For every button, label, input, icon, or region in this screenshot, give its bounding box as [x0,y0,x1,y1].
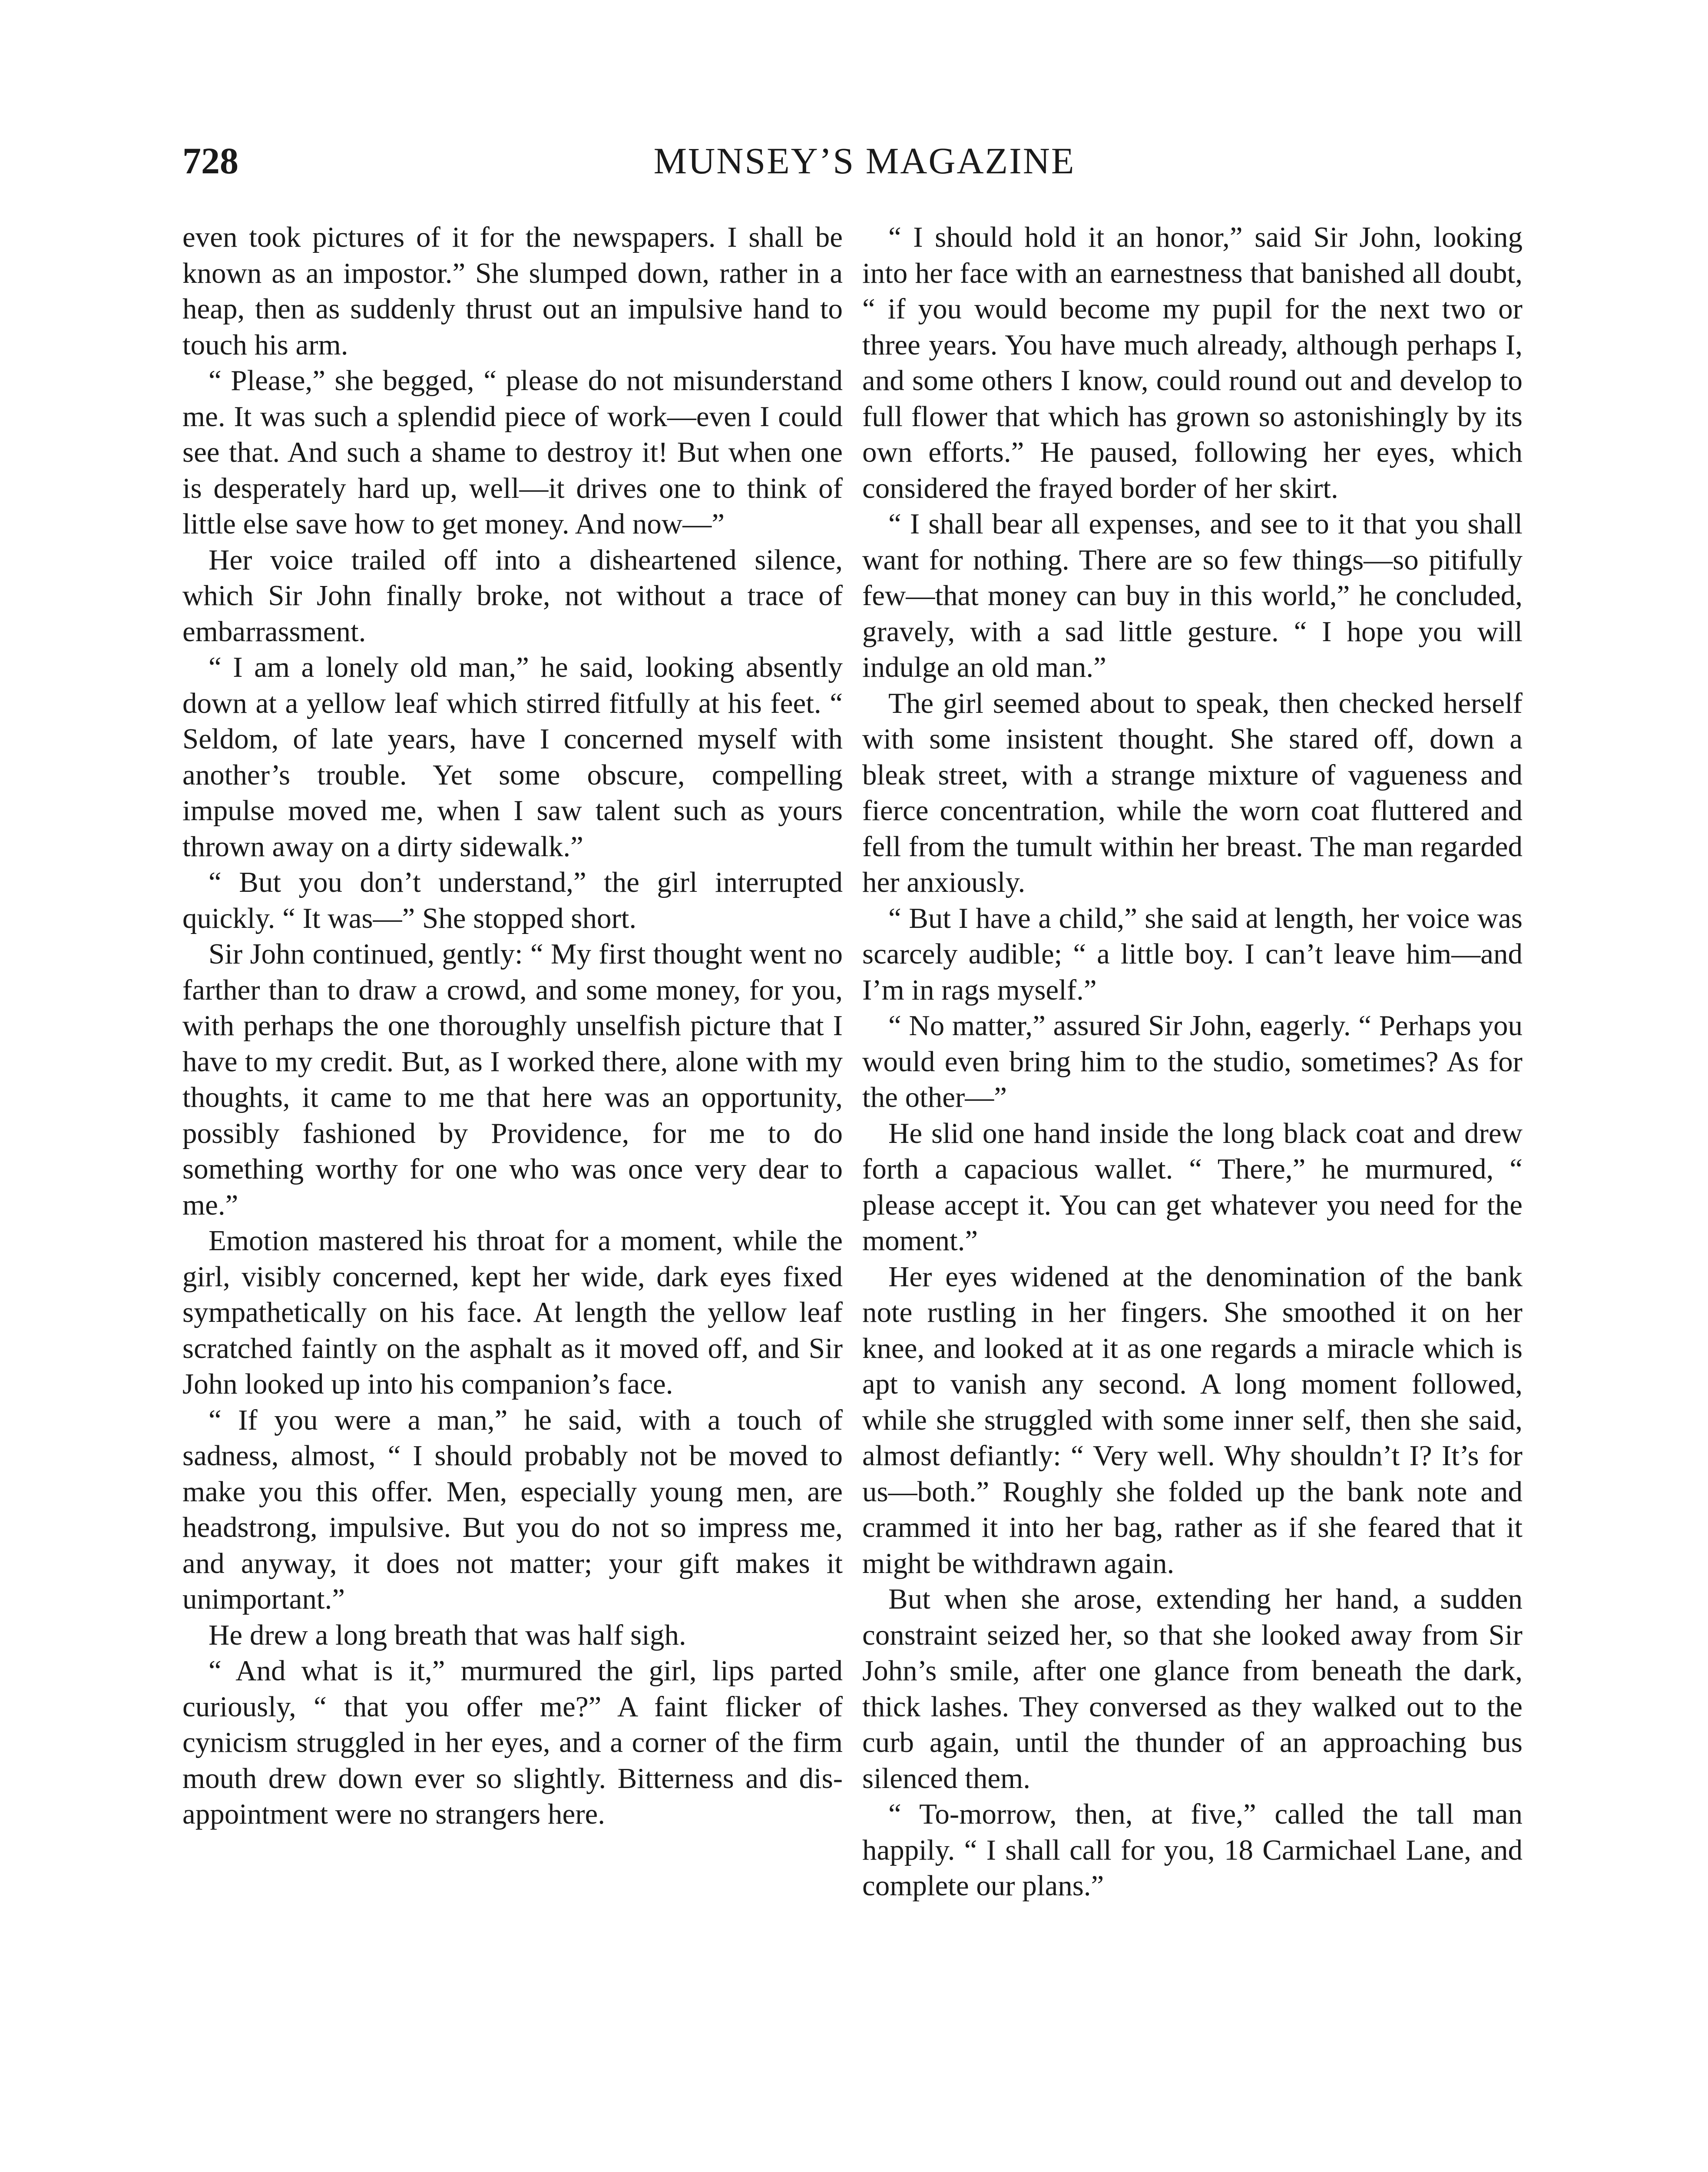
paragraph: “ To-morrow, then, at five,” called the tall man happily. “ I shall call for you, 18 Carmichael Lane, and complete our plans.” [862,1798,1523,1902]
paragraph: even took pictures of it for the newspapers. I shall be known as an impostor.” She slumped down, rather in a heap, then as suddenly thrust out an impulsive hand to touch his arm. [182,221,843,361]
paragraph: “ If you were a man,” he said, with a touch of sadness, almost, “ I should probably not be moved to make you this offer. Men, especially young men, are headstrong, impulsive. But you do not so impress me, and anyway, it does not matter; your gift makes it unimportant.” [182,1404,843,1615]
paragraph: “ I am a lonely old man,” he said, looking absently down at a yellow leaf which stirred fitfully at his feet. “ Seldom, of late years, have I concerned myself with another’s trouble. Yet some obscure, compelling impulse moved me, when I saw talent such as yours thrown away on a dirty sidewalk.” [182,651,843,863]
running-title: MUNSEY’S MAGAZINE [653,140,1076,182]
paragraph: “ And what is it,” murmured the girl, lips parted curiously, “ that you offer me?” A faint flicker of cynicism struggled in her eyes, and a corner of the firm mouth drew down ever so slightly. Bitterness and disappointment were no strangers here. [182,1655,843,1830]
paragraph: Emotion mastered his throat for a moment, while the girl, visibly concerned, kept her wide, dark eyes fixed sympathetically on his face. At length the yellow leaf scratched faintly on the asphalt as it moved off, and Sir John looked up into his companion’s face. [182,1225,843,1400]
left-column [182,219,843,1832]
paragraph: Sir John continued, gently: “ My first thought went no farther than to draw a crowd, and some money, for you, with perhaps the one thoroughly unselfish picture that I have to my credit. But, as I worked there, alone with my thoughts, it came to me that here was an opportunity, possibly fashioned by Providence, for me to do something worthy for one who was once very dear to me.” [182,938,843,1221]
page-header [182,139,1546,191]
paragraph: He slid one hand inside the long black coat and drew forth a capacious wallet. “ There,” he murmured, “ please accept it. You can get whatever you need for the moment.” [862,1117,1523,1257]
paragraph: “ No matter,” assured Sir John, eagerly. “ Perhaps you would even bring him to the studio, sometimes? As for the other—” [862,1010,1523,1113]
paragraph: “ I should hold it an honor,” said Sir John, looking into her face with an earnestness that banished all doubt, “ if you would become my pupil for the next two or three years. You have much already, although perhaps I, and some others I know, could round out and develop to full flower that which has grown so astonishingly by its own efforts.” He paused, following her eyes, which considered the frayed border of her skirt. [862,221,1523,504]
paragraph: “ Please,” she begged, “ please do not misunderstand me. It was such a splendid piece of work—even I could see that. And such a shame to destroy it! But when one is desperately hard up, well—it drives one to think of little else save how to get money. And now—” [182,364,843,540]
paragraph: “ I shall bear all expenses, and see to it that you shall want for nothing. There are so few things—so pitifully few—that money can buy in this world,” he concluded, gravely, with a sad little gesture. “ I hope you will indulge an old man.” [862,508,1523,683]
paragraph: “ But I have a child,” she said at length, her voice was scarcely audible; “ a little boy. I can’t leave him—and I’m in rags myself.” [862,902,1523,1006]
paragraph: Her eyes widened at the denomination of the bank note rustling in her fingers. She smoothed it on her knee, and looked at it as one regards a miracle which is apt to vanish any second. A long moment followed, while she struggled with some inner self, then she said, almost defiantly: “ Very well. Why shouldn’t I? It’s for us—both.” Roughly she folded up the bank note and crammed it into her bag, rather as if she feared that it might be withdrawn again. [862,1260,1523,1579]
page-number: 728 [182,140,238,182]
paragraph: But when she arose, extending her hand, a sudden constraint seized her, so that she looked away from Sir John’s smile, after one glance from beneath the dark, thick lashes. They conversed as they walked out to the curb again, until the thunder of an approaching bus silenced them. [862,1583,1523,1795]
right-column [862,219,1523,1904]
paragraph: He drew a long breath that was half sigh. [209,1619,686,1651]
paragraph: The girl seemed about to speak, then checked herself with some insistent thought. She stared off, down a bleak street, with a strange mixture of vagueness and fierce concentration, while the worn coat fluttered and fell from the tumult within her breast. The man regarded her anxiously. [862,687,1523,898]
paragraph: “ But you don’t understand,” the girl interrupted quickly. “ It was—” She stopped short. [182,866,843,934]
paragraph: Her voice trailed off into a disheartened silence, which Sir John finally broke, not without a trace of embarrassment. [182,543,843,648]
